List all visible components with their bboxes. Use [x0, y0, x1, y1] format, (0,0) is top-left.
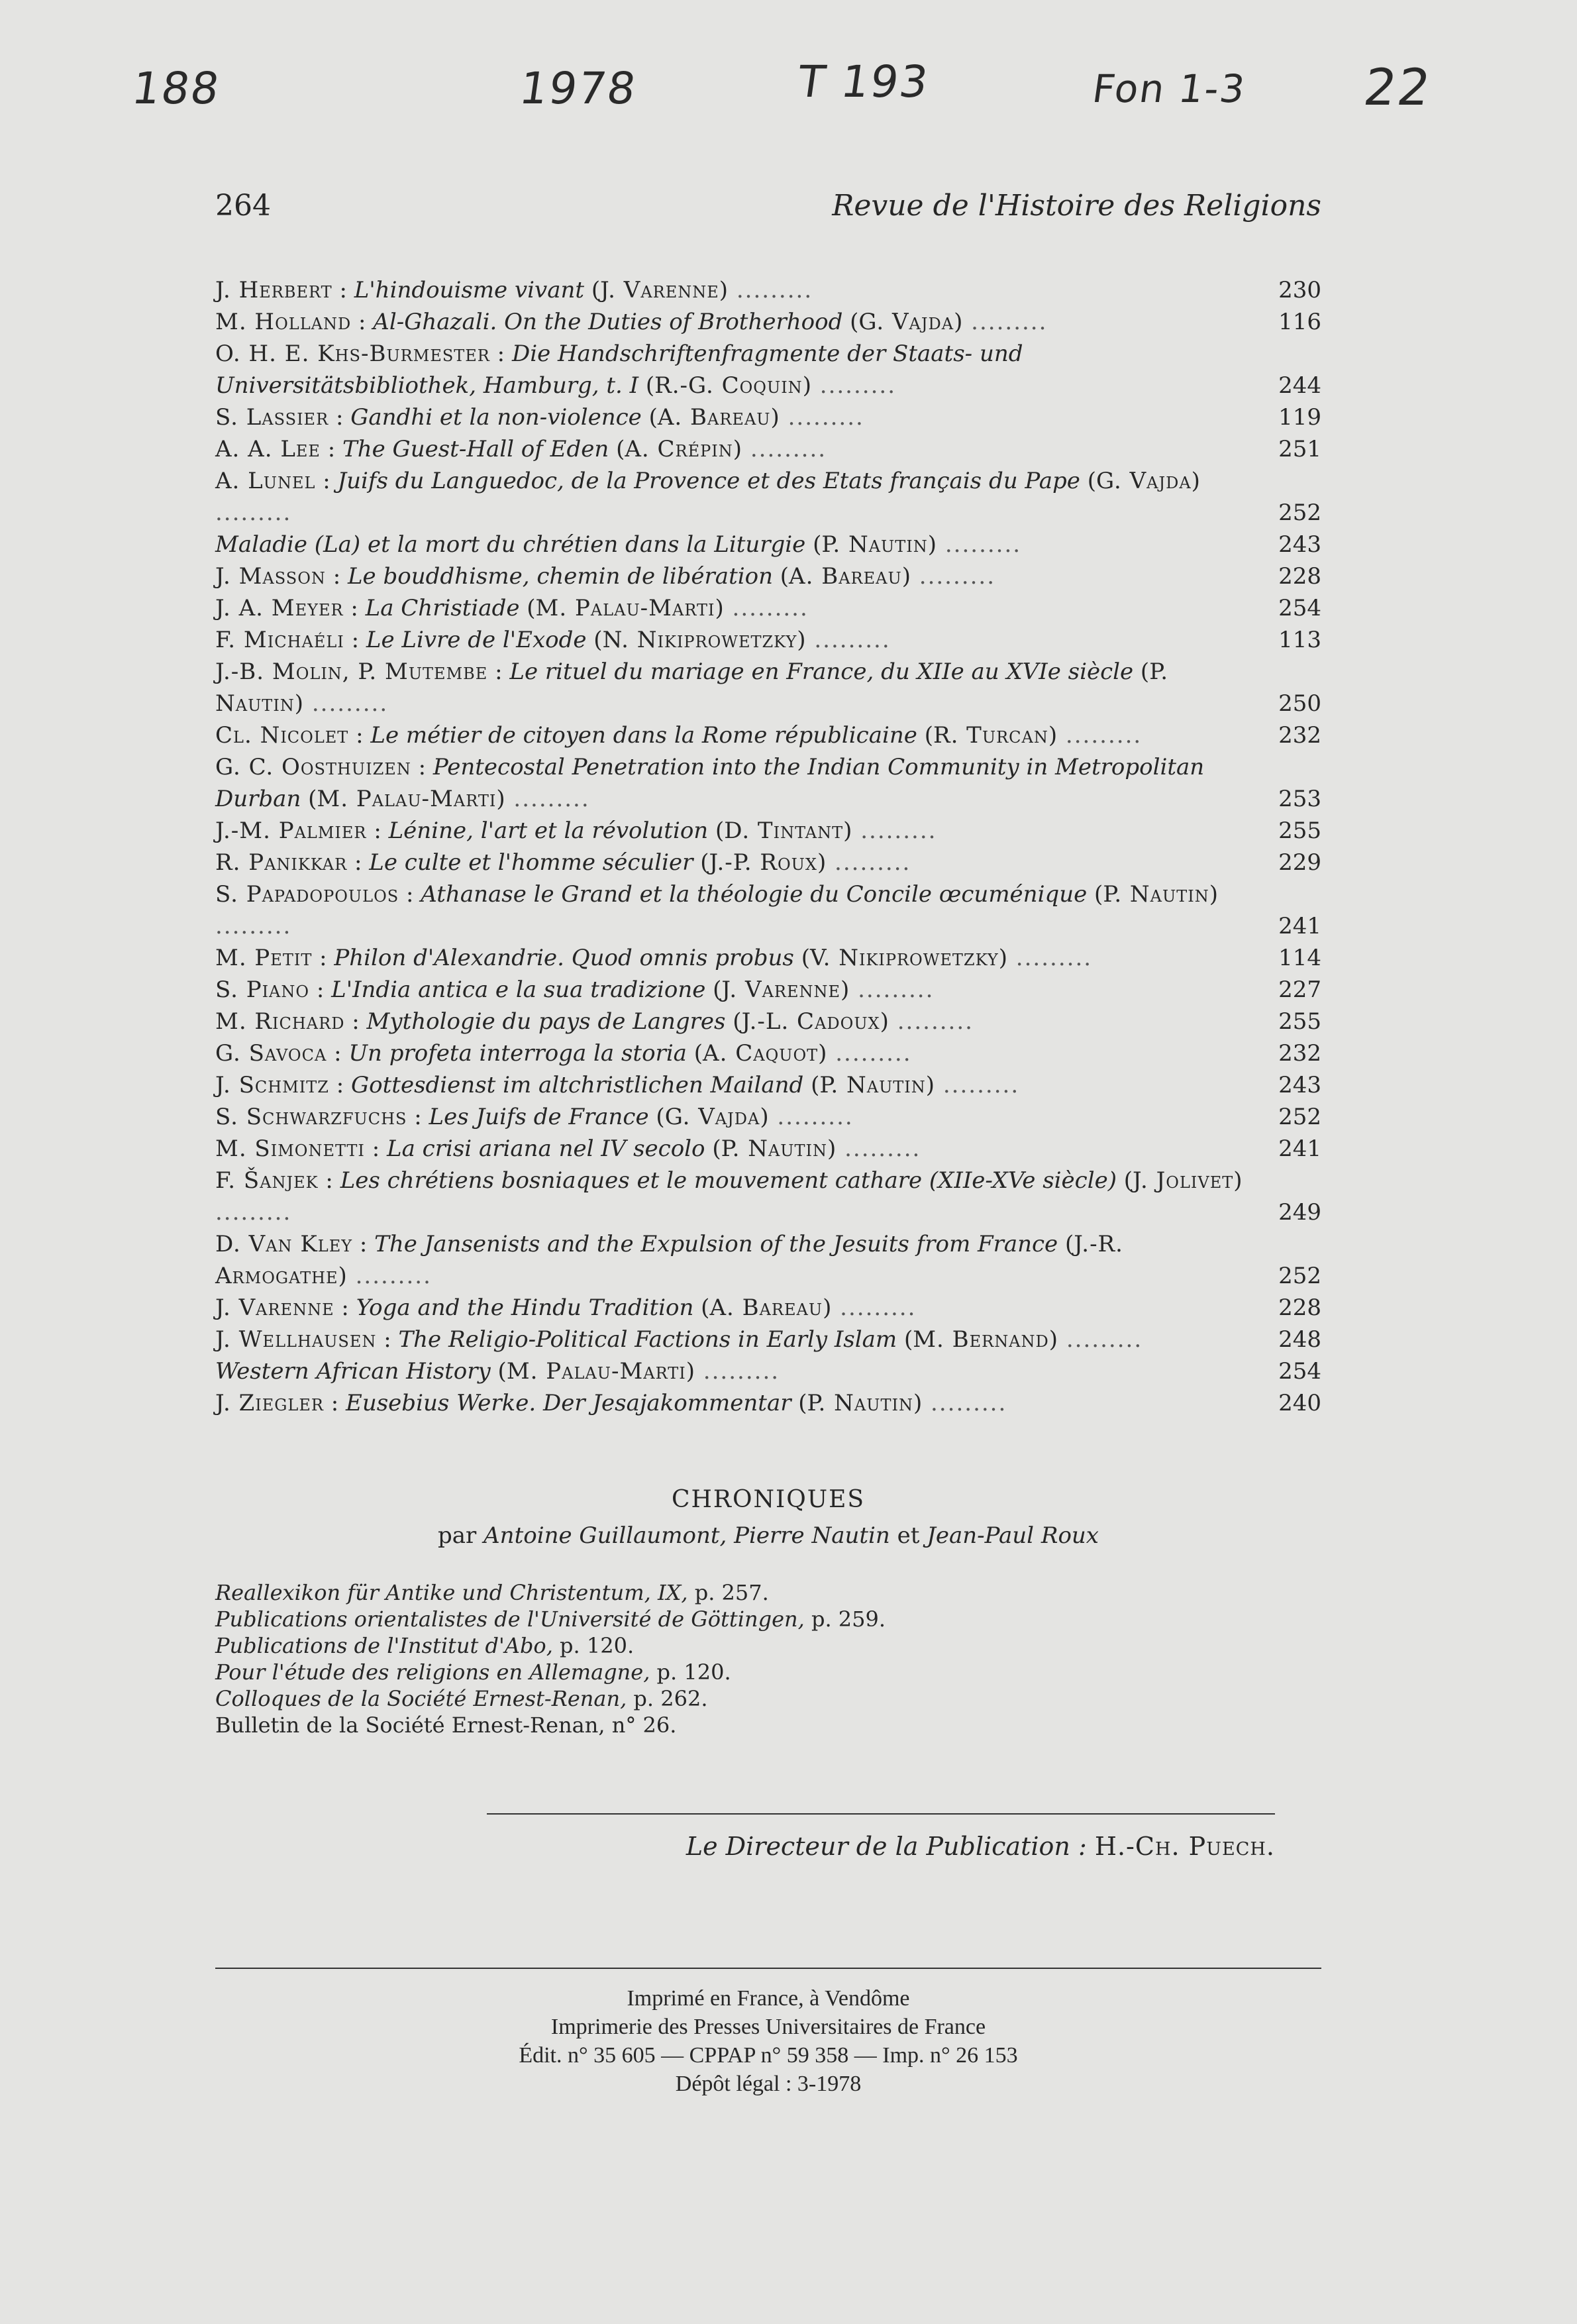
- entry-reviewer: M. Palau-Marti: [317, 786, 497, 812]
- leader-dots: .........: [811, 372, 897, 399]
- leader-dots: .........: [779, 404, 864, 431]
- entry-title: L'India antica e la sua tradizione: [331, 977, 706, 1003]
- index-entry: [215, 1101, 1321, 1133]
- index-entry: [215, 306, 1321, 338]
- handwritten-note: 22: [1360, 58, 1435, 117]
- chronique-ref: p. 120.: [560, 1633, 635, 1658]
- entry-title: Gandhi et la non-violence: [350, 404, 642, 431]
- entry-title: Die Handschriftenfragmente der Staats- und Universitätsbibliothek, Hamburg, t. I: [215, 341, 1023, 399]
- imprint-line: Imprimé en France, à Vendôme: [627, 1986, 910, 2011]
- chronique-ref: Bulletin de la Société Ernest-Renan, n° 26.: [215, 1713, 677, 1738]
- entry-text: M. Holland : Al-Ghazali. On the Duties of Brotherhood (G. Vajda) .........: [215, 309, 1048, 335]
- entry-author: A. A. Lee: [215, 436, 321, 462]
- handwritten-note: 188: [128, 63, 224, 114]
- handwritten-annotations: [0, 56, 1577, 136]
- entry-page: 252: [1278, 500, 1321, 526]
- entry-reviewer: G. Vajda: [858, 309, 954, 335]
- index-entry: [215, 529, 1321, 560]
- index-entry: [215, 1355, 1321, 1387]
- entry-author: J.-M. Palmier: [215, 818, 367, 844]
- entry-text: Cl. Nicolet : Le métier de citoyen dans la Rome républicaine (R. Turcan) .........: [215, 722, 1143, 749]
- entry-text: J.-M. Palmier : Lénine, l'art et la révolution (D. Tintant) .........: [215, 818, 937, 844]
- entry-author: F. Michaéli: [215, 627, 344, 653]
- entry-page: 255: [1278, 818, 1321, 844]
- leader-dots: .........: [852, 818, 937, 844]
- leader-dots: .........: [215, 913, 292, 939]
- index-entry: [215, 624, 1321, 656]
- entry-text: S. Papadopoulos : Athanase le Grand et la théologie du Concile œcuménique (P. Nautin) .........: [215, 881, 1218, 939]
- entry-text: J. Varenne : Yoga and the Hindu Tradition (A. Bareau) .........: [215, 1294, 917, 1321]
- entry-page: 244: [1278, 372, 1321, 399]
- entry-text: M. Simonetti : La crisi ariana nel IV secolo (P. Nautin) .........: [215, 1136, 921, 1162]
- entry-author: S. Piano: [215, 977, 310, 1003]
- entry-author: S. Schwarzfuchs: [215, 1104, 407, 1130]
- entry-page: 232: [1278, 1040, 1321, 1067]
- index-entry: [215, 274, 1321, 306]
- index-entry: [215, 465, 1321, 529]
- entry-reviewer: J.-R. Armogathe: [215, 1231, 1123, 1289]
- entry-author: M. Holland: [215, 309, 352, 335]
- entry-title: Yoga and the Hindu Tradition: [356, 1294, 694, 1321]
- entry-author: M. Richard: [215, 1008, 345, 1035]
- index-entry: [215, 719, 1321, 751]
- index-entry: [215, 1387, 1321, 1419]
- entry-title: Les chrétiens bosniaques et le mouvement cathare (XIIe-XVe siècle): [340, 1167, 1117, 1194]
- entry-reviewer: M. Palau-Marti: [535, 595, 715, 621]
- entry-author: G. Savoca: [215, 1040, 327, 1067]
- entry-reviewer: J.-P. Roux: [709, 849, 817, 876]
- chroniques-list: [215, 1579, 1321, 1738]
- entry-text: J. Schmitz : Gottesdienst im altchristlichen Mailand (P. Nautin) .........: [215, 1072, 1020, 1098]
- entry-page: 243: [1278, 1072, 1321, 1098]
- index-entry: [215, 433, 1321, 465]
- handwritten-note: 1978: [516, 63, 640, 114]
- handwritten-note: Fon 1-3: [1090, 66, 1249, 111]
- leader-dots: .........: [922, 1390, 1007, 1416]
- review-index-list: [215, 274, 1321, 1419]
- leader-dots: .........: [742, 436, 827, 462]
- leader-dots: .........: [888, 1008, 974, 1035]
- entry-reviewer: A. Bareau: [657, 404, 771, 431]
- journal-title: Revue de l'Histoire des Religions: [832, 189, 1321, 223]
- entry-text: S. Lassier : Gandhi et la non-violence (A. Bareau) .........: [215, 404, 864, 431]
- entry-reviewer: P. Nautin: [807, 1390, 913, 1416]
- entry-title: The Guest-Hall of Eden: [342, 436, 609, 462]
- entry-page: 252: [1278, 1263, 1321, 1289]
- leader-dots: .........: [849, 977, 935, 1003]
- entry-title: Al-Ghazali. On the Duties of Brotherhood: [373, 309, 843, 335]
- page-number: 264: [215, 189, 271, 223]
- chronique-ref: p. 259.: [811, 1607, 886, 1632]
- leader-dots: .........: [826, 849, 911, 876]
- entry-text: Maladie (La) et la mort du chrétien dans la Liturgie (P. Nautin) .........: [215, 531, 1022, 558]
- index-entry: [215, 878, 1321, 942]
- entry-page: 241: [1278, 1136, 1321, 1162]
- entry-author: J. Masson: [215, 563, 326, 590]
- entry-page: 250: [1278, 690, 1321, 717]
- entry-author: F. Šanjek: [215, 1167, 319, 1194]
- entry-title: Philon d'Alexandrie. Quod omnis probus: [334, 945, 794, 971]
- entry-author: J. Herbert: [215, 277, 332, 303]
- entry-author: R. Panikkar: [215, 849, 348, 876]
- entry-title: The Religio-Political Factions in Early Islam: [398, 1326, 897, 1353]
- entry-reviewer: A. Bareau: [789, 563, 902, 590]
- entry-title: Gottesdienst im altchristlichen Mailand: [351, 1072, 804, 1098]
- entry-page: 116: [1278, 309, 1321, 335]
- entry-page: 229: [1278, 849, 1321, 876]
- entry-title: Le culte et l'homme séculier: [369, 849, 693, 876]
- entry-text: Western African History (M. Palau-Marti) .........: [215, 1358, 780, 1385]
- entry-title: Eusebius Werke. Der Jesajakommentar: [346, 1390, 791, 1416]
- entry-page: 119: [1278, 404, 1321, 431]
- index-entry: [215, 1324, 1321, 1355]
- entry-author: J. Schmitz: [215, 1072, 329, 1098]
- entry-author: M. Petit: [215, 945, 313, 971]
- entry-title: Le rituel du mariage en France, du XIIe au XVIe siècle: [509, 659, 1134, 685]
- entry-reviewer: A. Caquot: [703, 1040, 819, 1067]
- leader-dots: .........: [805, 627, 891, 653]
- entry-author: A. Lunel: [215, 468, 316, 494]
- entry-reviewer: G. Vajda: [1096, 468, 1192, 494]
- entry-text: J.-B. Molin, P. Mutembe : Le rituel du mariage en France, du XIIe au XVIe siècle (P. Nautin) .........: [215, 659, 1168, 717]
- leader-dots: .........: [303, 690, 389, 717]
- entry-text: G. Savoca : Un profeta interroga la storia (A. Caquot) .........: [215, 1040, 912, 1067]
- entry-page: 114: [1278, 945, 1321, 971]
- entry-page: 232: [1278, 722, 1321, 749]
- director-label: Le Directeur de la Publication :: [686, 1832, 1087, 1861]
- entry-reviewer: A. Crépin: [625, 436, 733, 462]
- entry-author: Cl. Nicolet: [215, 722, 349, 749]
- entry-reviewer: J. Varenne: [600, 277, 719, 303]
- entry-reviewer: R.-G. Coquin: [654, 372, 803, 399]
- index-entry: [215, 560, 1321, 592]
- entry-title: Le métier de citoyen dans la Rome républicaine: [370, 722, 917, 749]
- entry-reviewer: A. Bareau: [709, 1294, 823, 1321]
- entry-author: J. Varenne: [215, 1294, 334, 1321]
- chronique-title: Publications orientalistes de l'Université de Göttingen,: [215, 1607, 805, 1632]
- index-entry: [215, 1133, 1321, 1165]
- entry-text: D. Van Kley : The Jansenists and the Expulsion of the Jesuits from France (J.-R. Armogathe) .........: [215, 1231, 1123, 1289]
- entry-reviewer: P. Nautin: [821, 531, 928, 558]
- chronique-ref: p. 120.: [656, 1660, 731, 1685]
- entry-author: D. Van Kley: [215, 1231, 353, 1257]
- entry-title: Athanase le Grand et la théologie du Concile œcuménique: [421, 881, 1088, 908]
- publication-director: [487, 1832, 1275, 1861]
- entry-page: 252: [1278, 1104, 1321, 1130]
- index-entry: [215, 974, 1321, 1006]
- entry-text: A. A. Lee : The Guest-Hall of Eden (A. Crépin) .........: [215, 436, 827, 462]
- entry-title: Le bouddhisme, chemin de libération: [347, 563, 773, 590]
- leader-dots: .........: [723, 595, 809, 621]
- leader-dots: .........: [695, 1358, 780, 1385]
- entry-reviewer: P. Nautin: [1103, 881, 1209, 908]
- entry-page: 243: [1278, 531, 1321, 558]
- entry-title: Les Juifs de France: [429, 1104, 649, 1130]
- entry-title: Lénine, l'art et la révolution: [388, 818, 709, 844]
- entry-title: Western African History: [215, 1358, 491, 1385]
- entry-author: G. C. Oosthuizen: [215, 754, 411, 780]
- entry-reviewer: D. Tintant: [724, 818, 844, 844]
- entry-author: J.-B. Molin, P. Mutembe: [215, 659, 488, 685]
- leader-dots: .........: [1058, 1326, 1143, 1353]
- entry-text: J. Herbert : L'hindouisme vivant (J. Varenne) .........: [215, 277, 813, 303]
- leader-dots: .........: [827, 1040, 912, 1067]
- entry-page: 241: [1278, 913, 1321, 939]
- entry-reviewer: M. Bernand: [913, 1326, 1049, 1353]
- leader-dots: .........: [215, 1199, 292, 1226]
- entry-text: M. Richard : Mythologie du pays de Langres (J.-L. Cadoux) .........: [215, 1008, 974, 1035]
- entry-reviewer: V. Nikiprowetzky: [809, 945, 999, 971]
- divider: [487, 1813, 1275, 1815]
- leader-dots: .........: [962, 309, 1048, 335]
- entry-title: Pentecostal Penetration into the Indian Community in Metropolitan Durban: [215, 754, 1205, 812]
- index-entry: [215, 1165, 1321, 1228]
- chronique-item: [215, 1659, 1321, 1685]
- entry-author: J. A. Meyer: [215, 595, 344, 621]
- chronique-title: Pour l'étude des religions en Allemagne,: [215, 1660, 650, 1685]
- imprint-line: Imprimerie des Presses Universitaires de France: [550, 2015, 986, 2039]
- entry-page: 240: [1278, 1390, 1321, 1416]
- entry-author: S. Lassier: [215, 404, 329, 431]
- entry-page: 255: [1278, 1008, 1321, 1035]
- leader-dots: .........: [831, 1294, 917, 1321]
- entry-author: J. Ziegler: [215, 1390, 324, 1416]
- entry-title: La Christiade: [365, 595, 520, 621]
- entry-reviewer: R. Turcan: [933, 722, 1048, 749]
- chronique-ref: p. 257.: [694, 1580, 769, 1605]
- index-entry: [215, 1006, 1321, 1037]
- entry-text: J. Masson : Le bouddhisme, chemin de libération (A. Bareau) .........: [215, 563, 996, 590]
- entry-text: J. Wellhausen : The Religio-Political Factions in Early Islam (M. Bernand) .........: [215, 1326, 1143, 1353]
- entry-text: R. Panikkar : Le culte et l'homme séculier (J.-P. Roux) .........: [215, 849, 911, 876]
- chronique-title: Publications de l'Institut d'Abo,: [215, 1633, 553, 1658]
- entry-page: 253: [1278, 786, 1321, 812]
- entry-title: La crisi ariana nel IV secolo: [387, 1136, 705, 1162]
- entry-text: F. Šanjek : Les chrétiens bosniaques et le mouvement cathare (XIIe-XVe siècle) (J. Jolivet) .........: [215, 1167, 1243, 1226]
- entry-reviewer: J. Varenne: [721, 977, 841, 1003]
- index-entry: [215, 1069, 1321, 1101]
- leader-dots: .........: [937, 531, 1022, 558]
- index-entry: [215, 338, 1321, 401]
- leader-dots: .........: [346, 1263, 432, 1289]
- entry-text: J. Ziegler : Eusebius Werke. Der Jesajakommentar (P. Nautin) .........: [215, 1390, 1007, 1416]
- index-entry: [215, 847, 1321, 878]
- chronique-item: [215, 1712, 1321, 1738]
- chronique-item: [215, 1632, 1321, 1659]
- entry-reviewer: N. Nikiprowetzky: [602, 627, 797, 653]
- entry-author: O. H. E. Khs-Burmester: [215, 341, 490, 367]
- leader-dots: .........: [768, 1104, 854, 1130]
- index-entry: [215, 751, 1321, 815]
- entry-page: 254: [1278, 1358, 1321, 1385]
- chroniques-heading: CHRONIQUES: [671, 1486, 866, 1513]
- chroniques-authors: par Antoine Guillaumont, Pierre Nautin et Jean-Paul Roux: [438, 1522, 1099, 1549]
- entry-title: Le Livre de l'Exode: [366, 627, 587, 653]
- chronique-item: [215, 1579, 1321, 1606]
- handwritten-note: T 193: [794, 56, 933, 107]
- running-head: [215, 189, 1321, 229]
- index-entry: [215, 942, 1321, 974]
- leader-dots: .........: [836, 1136, 921, 1162]
- leader-dots: .........: [1007, 945, 1093, 971]
- entry-author: M. Simonetti: [215, 1136, 365, 1162]
- imprint-line: Dépôt légal : 3-1978: [675, 2072, 862, 2096]
- entry-text: A. Lunel : Juifs du Languedoc, de la Provence et des Etats français du Pape (G. Vajda) .........: [215, 468, 1200, 526]
- entry-page: 113: [1278, 627, 1321, 653]
- entry-title: Un profeta interroga la storia: [348, 1040, 687, 1067]
- index-entry: [215, 1037, 1321, 1069]
- entry-title: Mythologie du pays de Langres: [366, 1008, 726, 1035]
- entry-page: 230: [1278, 277, 1321, 303]
- chroniques-section: [215, 1484, 1321, 1738]
- entry-page: 254: [1278, 595, 1321, 621]
- entry-page: 249: [1278, 1199, 1321, 1226]
- index-entry: [215, 401, 1321, 433]
- leader-dots: .........: [215, 500, 292, 526]
- entry-text: G. C. Oosthuizen : Pentecostal Penetration into the Indian Community in Metropolitan Durban (M. Palau-Marti) .........: [215, 754, 1205, 812]
- index-entry: [215, 1228, 1321, 1292]
- entry-reviewer: G. Vajda: [664, 1104, 760, 1130]
- entry-page: 251: [1278, 436, 1321, 462]
- divider: [215, 1968, 1321, 1969]
- index-entry: [215, 592, 1321, 624]
- entry-reviewer: J. Jolivet: [1133, 1167, 1234, 1194]
- entry-text: M. Petit : Philon d'Alexandrie. Quod omnis probus (V. Nikiprowetzky) .........: [215, 945, 1093, 971]
- entry-text: S. Schwarzfuchs : Les Juifs de France (G. Vajda) .........: [215, 1104, 854, 1130]
- chronique-title: Colloques de la Société Ernest-Renan,: [215, 1686, 627, 1711]
- entry-page: 248: [1278, 1326, 1321, 1353]
- chronique-title: Reallexikon für Antike und Christentum, IX,: [215, 1580, 688, 1605]
- entry-reviewer: M. Palau-Marti: [506, 1358, 686, 1385]
- entry-reviewer: P. Nautin: [721, 1136, 827, 1162]
- entry-title: The Jansenists and the Expulsion of the Jesuits from France: [374, 1231, 1058, 1257]
- leader-dots: .........: [935, 1072, 1020, 1098]
- chronique-item: [215, 1685, 1321, 1712]
- entry-text: O. H. E. Khs-Burmester : Die Handschriftenfragmente der Staats- und Universitätsbibliothek, Hamburg, t. I (R.-G. Coquin) .........: [215, 341, 1023, 399]
- entry-title: Juifs du Languedoc, de la Provence et des Etats français du Pape: [337, 468, 1080, 494]
- entry-text: F. Michaéli : Le Livre de l'Exode (N. Nikiprowetzky) .........: [215, 627, 891, 653]
- entry-author: J. Wellhausen: [215, 1326, 377, 1353]
- entry-page: 228: [1278, 1294, 1321, 1321]
- entry-text: S. Piano : L'India antica e la sua tradizione (J. Varenne) .........: [215, 977, 935, 1003]
- entry-page: 228: [1278, 563, 1321, 590]
- index-entry: [215, 815, 1321, 847]
- entry-reviewer: J.-L. Cadoux: [741, 1008, 880, 1035]
- entry-title: Maladie (La) et la mort du chrétien dans la Liturgie: [215, 531, 806, 558]
- imprint-line: Édit. n° 35 605 — CPPAP n° 59 358 — Imp. n° 26 153: [519, 2043, 1018, 2068]
- entry-reviewer: P. Nautin: [819, 1072, 926, 1098]
- chronique-item: [215, 1606, 1321, 1632]
- leader-dots: .........: [728, 277, 813, 303]
- index-entry: [215, 1292, 1321, 1324]
- leader-dots: .........: [505, 786, 590, 812]
- entry-author: S. Papadopoulos: [215, 881, 399, 908]
- leader-dots: .........: [1057, 722, 1143, 749]
- chronique-ref: p. 262.: [633, 1686, 708, 1711]
- entry-text: J. A. Meyer : La Christiade (M. Palau-Marti) .........: [215, 595, 809, 621]
- imprint-block: [215, 1984, 1321, 2098]
- leader-dots: .........: [910, 563, 996, 590]
- director-name: H.-Ch. Puech.: [1094, 1832, 1275, 1861]
- index-entry: [215, 656, 1321, 719]
- entry-reviewer: P. Nautin: [215, 659, 1168, 717]
- entry-title: L'hindouisme vivant: [354, 277, 585, 303]
- entry-page: 227: [1278, 977, 1321, 1003]
